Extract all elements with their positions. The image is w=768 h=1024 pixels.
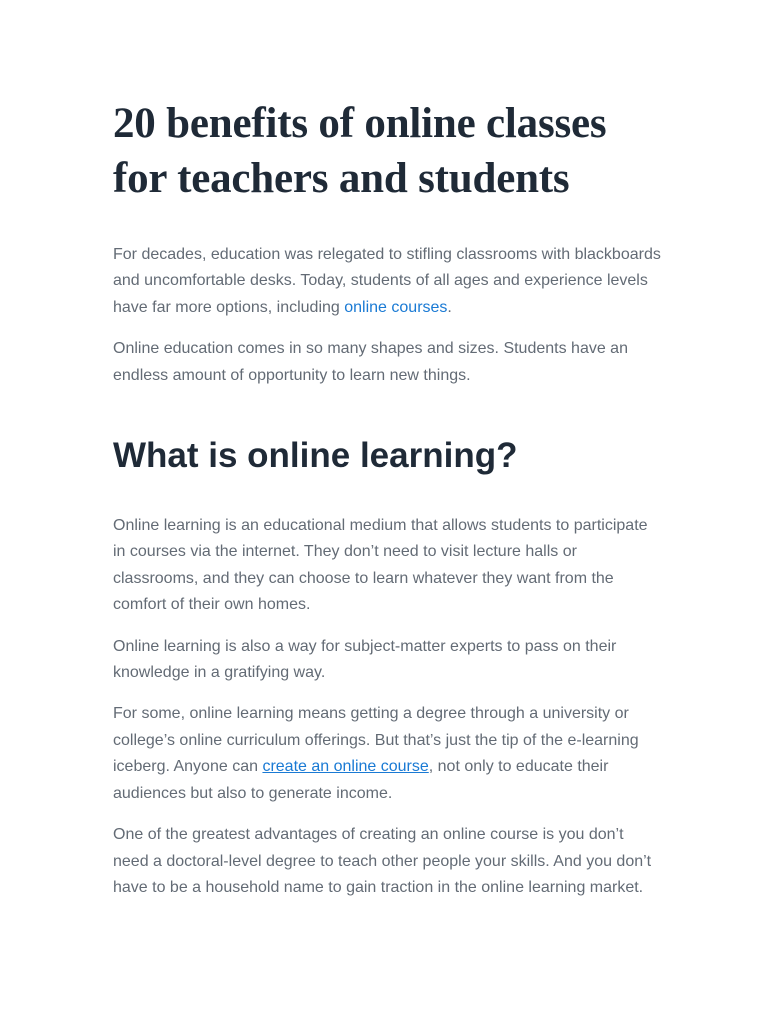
section-paragraph-2: Online learning is also a way for subject-matter experts to pass on their knowledge in a gratifying way. (113, 637, 617, 682)
article (113, 96, 661, 916)
intro-paragraph-1-text: For decades, education was relegated to stifling classrooms with blackboards and uncomfortable desks. Today, students of all ages and experience levels have far more options, including (113, 246, 661, 316)
section-paragraph-3-end: , not only to educate their audiences but also to generate income. (113, 758, 609, 802)
intro-paragraph-1 (113, 242, 661, 321)
section-heading: What is online learning? (113, 436, 518, 476)
online-courses-link[interactable]: online courses (344, 298, 448, 316)
section-paragraph-3 (113, 701, 661, 807)
section-paragraph-1: Online learning is an educational medium that allows students to participate in courses via the internet. They don’t need to visit lecture halls or classrooms, and they can choose to learn whatever they want from the comfort of their own homes. (113, 517, 648, 614)
section-paragraph-3-text: For some, online learning means getting a degree through a university or college’s online curriculum offerings. But that’s just the tip of the e-learning iceberg. Anyone can (113, 705, 639, 776)
section-paragraph-4: One of the greatest advantages of creating an online course is you don’t need a doctoral-level degree to teach other people your skills. And you don’t have to be a household name to gain traction in the online learning market. (113, 826, 652, 896)
article-title: 20 benefits of online classes for teachers and students (113, 100, 607, 202)
intro-paragraph-1-end: . (447, 298, 452, 316)
create-online-course-link[interactable]: create an online course (262, 758, 429, 776)
intro-paragraph-2: Online education comes in so many shapes and sizes. Students have an endless amount of opportunity to learn new things. (113, 340, 628, 384)
